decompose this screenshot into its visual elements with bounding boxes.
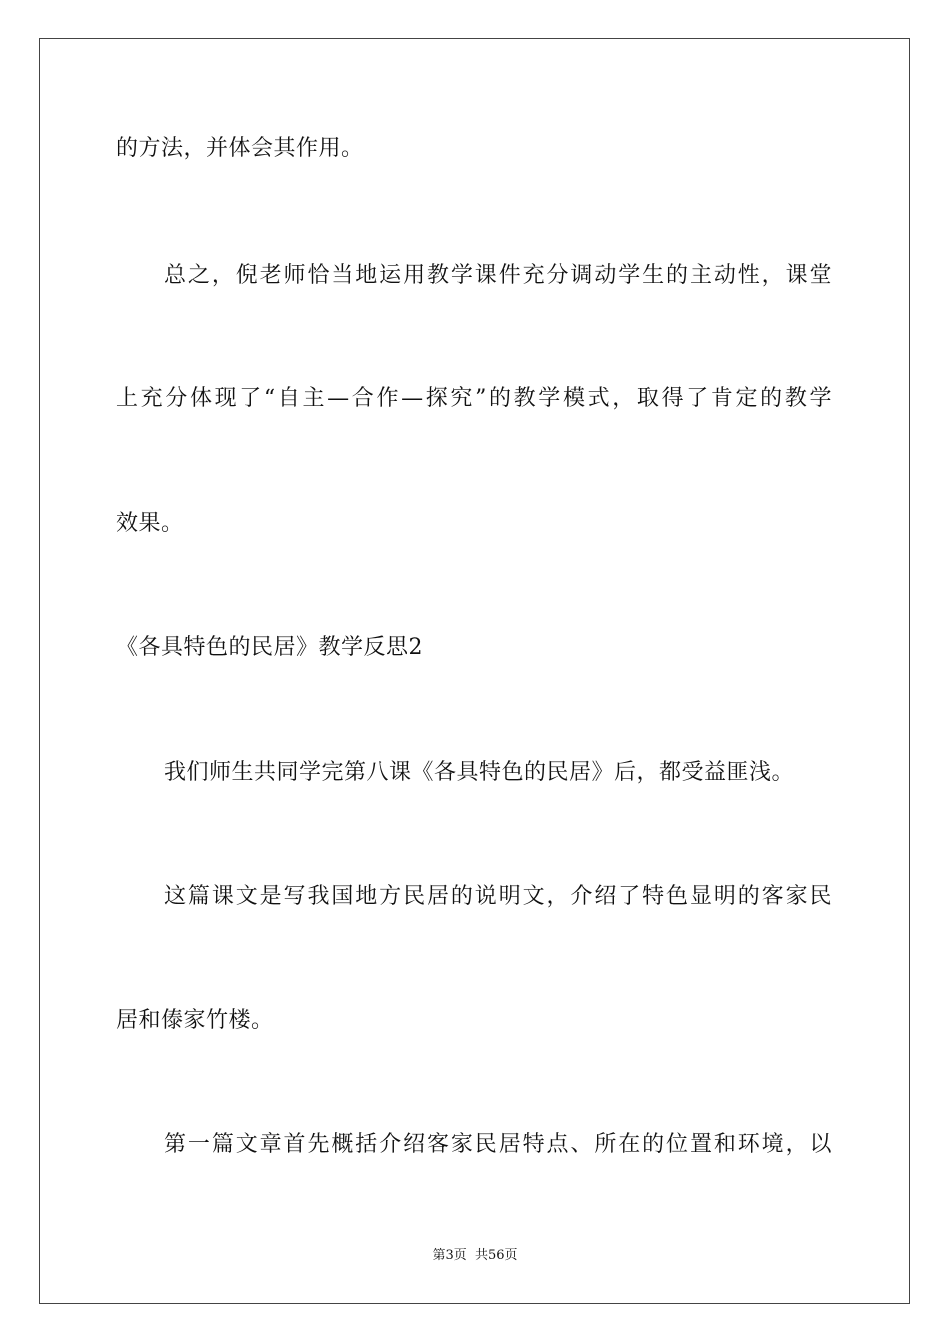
text-line-8: 居和傣家竹楼。: [116, 1008, 274, 1033]
page-total: 共56页: [474, 1248, 518, 1263]
page-border: [39, 38, 910, 1304]
section-heading: 《各具特色的民居》教学反思2: [116, 635, 423, 660]
text-line-6: 我们师生共同学完第八课《各具特色的民居》后，都受益匪浅。: [164, 760, 795, 785]
text-line-9: 第一篇文章首先概括介绍客家民居特点、所在的位置和环境，以: [164, 1132, 832, 1157]
text-line-3: 上充分体现了“自主—合作—探究”的教学模式，取得了肯定的教学: [116, 386, 832, 411]
text-line-2: 总之，倪老师恰当地运用教学课件充分调动学生的主动性，课堂: [164, 263, 832, 288]
text-line-7: 这篇课文是写我国地方民居的说明文，介绍了特色显明的客家民: [164, 884, 832, 909]
text-line-4: 效果。: [116, 511, 184, 536]
page-number: 第3页: [432, 1248, 467, 1263]
text-line-1: 的方法，并体会其作用。: [116, 136, 364, 161]
page-footer: [0, 1247, 950, 1265]
